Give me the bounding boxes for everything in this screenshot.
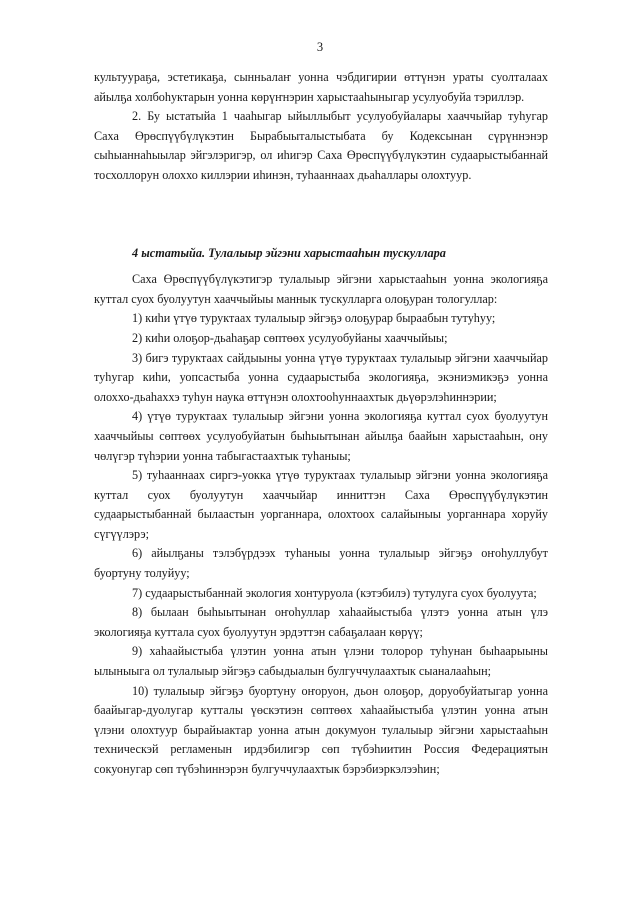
list-item: 2) киһи олоҕор-дьаһаҕар сөптөөх усулуобуйаны хааччыйыы;: [132, 330, 448, 345]
continuation-paragraph: культуураҕа, эстетикаҕа, сынньалаҥ уонна чэбдигирии өттүнэн ураты суолталаах айылҕа холбоһуктарын уонна көрүҥнэрин харыстааһыныгар усулуобуйа тэриллэр.: [94, 70, 548, 104]
list-item: 6) айылҕаны тэлэбүрдээх туһаныы уонна тулалыыр эйгэҕэ оҥоһуллубут буортуну толуйуу;: [94, 546, 548, 581]
article-paragraph-2: 2. Бу ыстатыйа 1 чааһыгар ыйыллыбыт усулуобуйалары хааччыйар туһугар Саха Өрөспүүбүлүкэтин Бырабыыталыстыбата бу Кодексынан сүрүннэнэр сыһыаннаһыылар эйгэлэригэр, ол иһигэр Саха Өрөспүүбүлүкэтин судаарыстыбаннай тосхоллорун олоххо киллэрии иһинэн, туһааннаах дьаһаллары олохтуур.: [94, 109, 548, 182]
list-item: 3) бигэ туруктаах сайдыыны уонна үтүө туруктаах тулалыыр эйгэни хааччыйар туһугар киһи, уопсастыба уонна судаарыстыба экологияҕа, экэниэмикэҕэ уонна олоххо-дьаһаххэ туһун наука өттүнэн олохтооһуннаахтык дьүөрэлэһиннэрии;: [94, 350, 548, 404]
article-heading: 4 ыстатыйа. Тулалыыр эйгэни харыстааһын тускуллара: [132, 245, 446, 260]
list-item: 10) тулалыыр эйгэҕэ буортуну оҥоруон, дьон олоҕор, доруобуйатыгар уонна баайыгар-дуолугар кутталы үөскэтиэн сөптөөх хаһаайыстыба үлэтин уонна атын үлэни олохтуур бырайыактар уонна атын докумуон тулалыыр эйгэни харыстааһын техническэй регламенын ирдэбилигэр сөп түбэһиитин Россия Федерациятын сокуонугар сөп түбэһиннэрэн булгуччулаахтык бэрэбиэркэлээһин;: [94, 683, 548, 776]
document-body: [94, 68, 548, 780]
article-intro: Саха Өрөспүүбүлүкэтигэр тулалыыр эйгэни харыстааһын уонна экологияҕа куттал суох буолуутун хааччыйыы маннык тускулларга олоҕуран тологуллар:: [94, 272, 548, 306]
page-number: 3: [316, 40, 324, 54]
list-item: 7) судаарыстыбаннай экология хонтуруола (кэтэбилэ) тутулуга суох буолуута;: [132, 585, 537, 600]
section-gap: [94, 186, 548, 244]
list-item: 1) киһи үтүө туруктаах тулалыыр эйгэҕэ олоҕурар быраабын тутуһуу;: [132, 311, 496, 326]
list-item: 9) хаһаайыстыба үлэтин уонна атын үлэни толорор туһунан быһаарыыны ылыныыга ол тулалыыр эйгэҕэ сабыдыалын булгуччулаахтык сыаналааһын;: [94, 644, 548, 679]
list-item: 5) туһааннаах сиргэ-уокка үтүө туруктаах тулалыыр эйгэни уонна экологияҕа куттал суох буолуутун хааччыйар инниттэн Саха Өрөспүүбүлүкэтин судаарыстыбаннай былаастын уорганнара, олохтоох салайыныы уорганнара хоруйу сүгүүлэрэ;: [94, 468, 548, 541]
list-item: 8) былаан быһыытынан оҥоһуллар хаһаайыстыба үлэтэ уонна атын үлэ экологияҕа куттала суох буолуутун эрдэттэн сабаҕалаан көрүү;: [94, 605, 548, 639]
list-item: 4) үтүө туруктаах тулалыыр эйгэни уонна экологияҕа куттал суох буолуутун хааччыйыы сөптөөх усулуобуйатын быһыытынан айылҕа баайын харыстааһын, ону чөлүгэр түһэрии уонна табыгастаахтык туһаныы;: [94, 409, 548, 463]
